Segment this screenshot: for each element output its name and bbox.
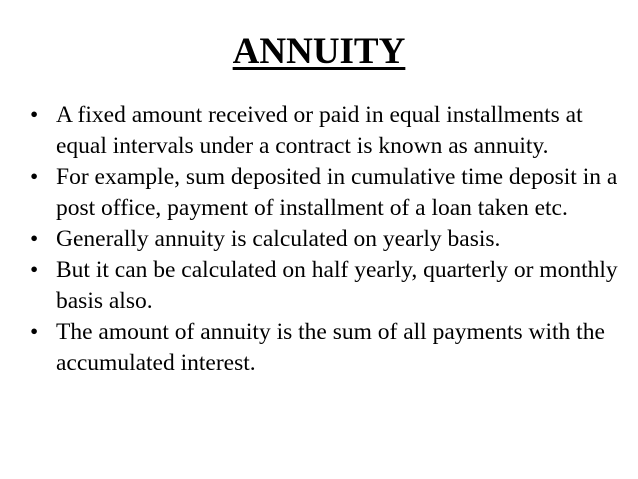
slide-title: ANNUITY: [232, 31, 406, 72]
bullet-text: Generally annuity is calculated on yearly basis.: [56, 226, 501, 252]
bullet-dot-icon: •: [30, 164, 39, 190]
bullet-text: A fixed amount received or paid in equal installments at equal intervals under a contract is known as annuity.: [56, 102, 583, 159]
bullet-dot-icon: •: [30, 226, 39, 252]
bullet-list: [30, 100, 620, 379]
bullet-text: For example, sum deposited in cumulative time deposit in a post office, payment of installment of a loan taken etc.: [56, 164, 618, 221]
bullet-text: The amount of annuity is the sum of all payments with the accumulated interest.: [56, 319, 605, 376]
bullet-item: [30, 162, 620, 224]
bullet-dot-icon: •: [30, 102, 39, 128]
bullet-item: [30, 317, 620, 379]
bullet-dot-icon: •: [30, 257, 39, 283]
bullet-dot-icon: •: [30, 319, 39, 345]
bullet-item: [30, 224, 620, 255]
bullet-text: But it can be calculated on half yearly, quarterly or monthly basis also.: [56, 257, 618, 314]
bullet-item: [30, 100, 620, 162]
bullet-item: [30, 255, 620, 317]
